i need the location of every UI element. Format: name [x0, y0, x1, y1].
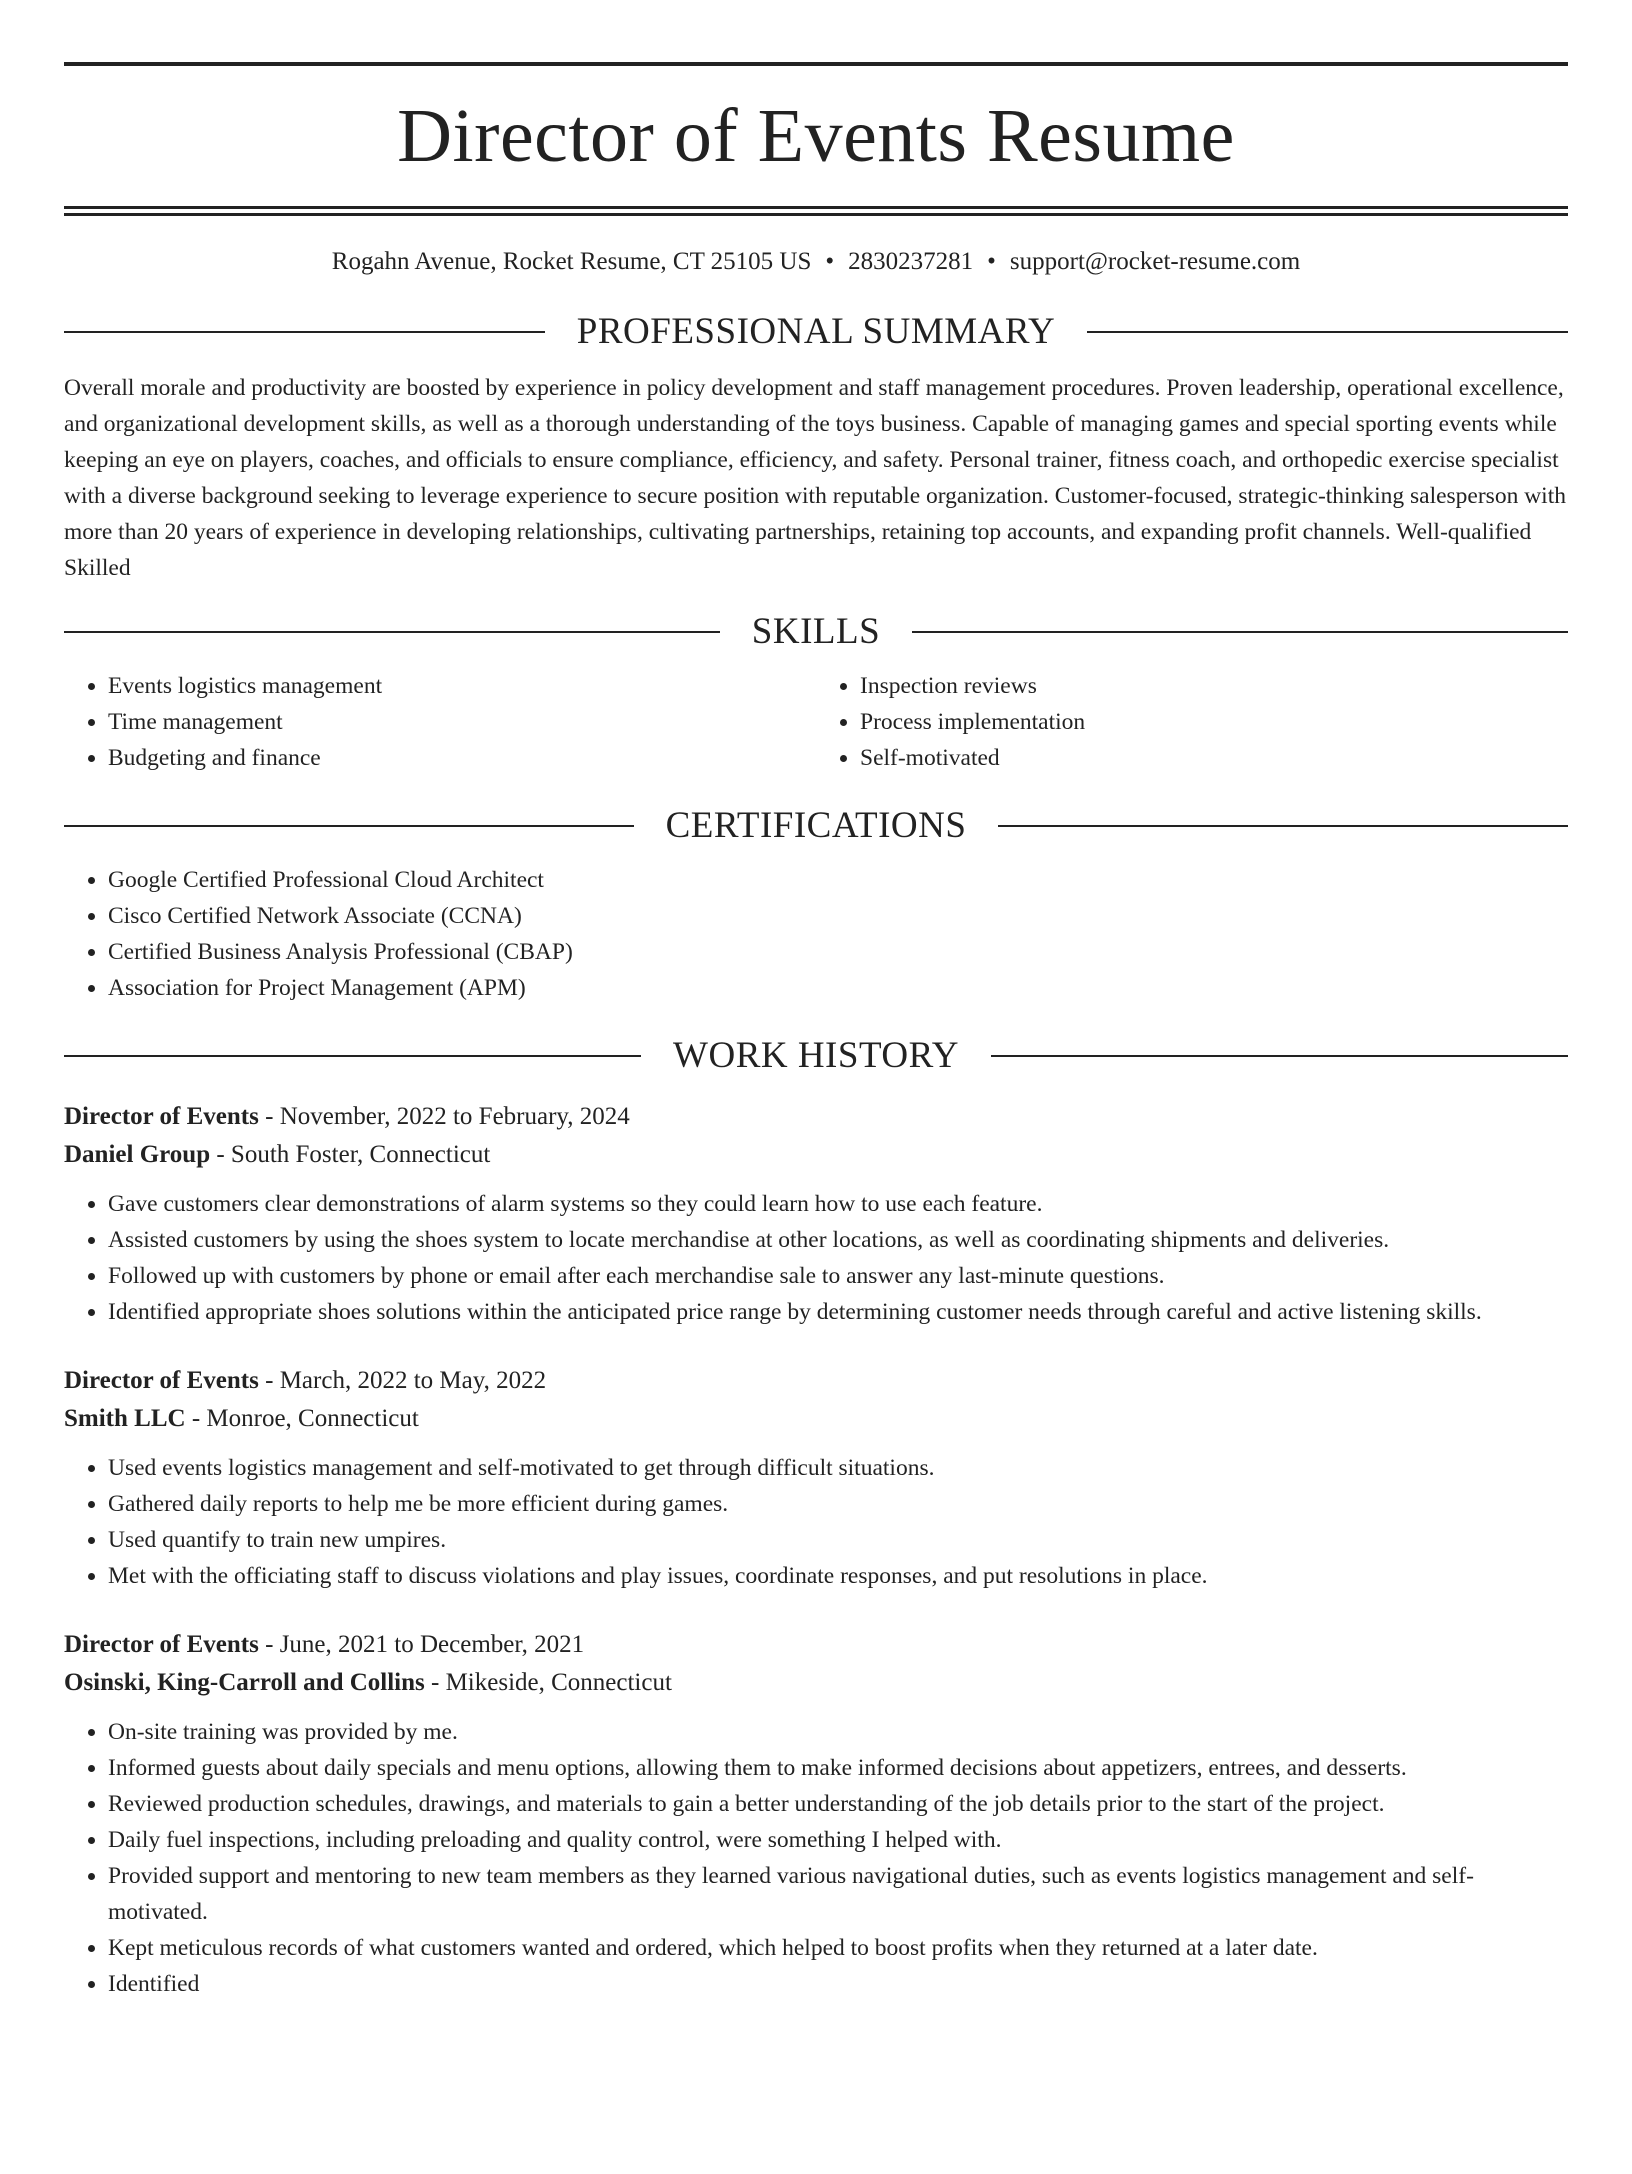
job-company: Daniel Group: [64, 1141, 211, 1168]
job-bullet: • Assisted customers by using the shoes system to locate merchandise at other locations, as well as coordinating shipments and deliveries.: [108, 1222, 1568, 1258]
job-bullet: • Kept meticulous records of what customers wanted and ordered, which helped to boost profits when they returned at a later date.: [108, 1930, 1568, 1966]
job-title: Director of Events: [64, 1631, 259, 1658]
certification-item: • Google Certified Professional Cloud Architect: [108, 862, 1568, 898]
job-title-line: [64, 1098, 1568, 1136]
contact-email: support@rocket-resume.com: [1009, 248, 1301, 275]
skill-item: • Process implementation: [860, 704, 1568, 740]
certification-item: • Association for Project Management (APM): [108, 970, 1568, 1006]
section-rule: [64, 825, 634, 827]
job-bullet: • Met with the officiating staff to discuss violations and play issues, coordinate responses, and put resolutions in place.: [108, 1558, 1568, 1594]
job-bullet: • Daily fuel inspections, including preloading and quality control, were something I helped with.: [108, 1822, 1568, 1858]
skill-item: • Budgeting and finance: [108, 740, 816, 776]
section-rule: [912, 631, 1568, 633]
job-title: Director of Events: [64, 1103, 259, 1130]
job-location: - South Foster, Connecticut: [210, 1141, 491, 1168]
section-rule: [1087, 331, 1568, 333]
job-bullet: • Identified: [108, 1966, 1568, 2002]
job-company: Smith LLC: [64, 1405, 186, 1432]
contact-phone: 2830237281: [848, 248, 974, 275]
job-dates: - June, 2021 to December, 2021: [258, 1631, 585, 1658]
job-company: Osinski, King-Carroll and Collins: [64, 1669, 425, 1696]
job-company-line: [64, 1136, 1568, 1174]
job-bullets: [64, 1714, 1568, 2002]
skill-item: • Inspection reviews: [860, 668, 1568, 704]
job-location: - Monroe, Connecticut: [185, 1405, 419, 1432]
job-bullet: • On-site training was provided by me.: [108, 1714, 1568, 1750]
job-bullets: [64, 1450, 1568, 1594]
section-rule: [64, 1055, 641, 1057]
contact-line: [64, 246, 1568, 278]
job-bullet: • Informed guests about daily specials and menu options, allowing them to make informed decisions about appetizers, entrees, and desserts.: [108, 1750, 1568, 1786]
section-title-certifications: CERTIFICATIONS: [665, 805, 967, 846]
job-entry: [64, 1098, 1568, 1330]
contact-separator: •: [825, 248, 835, 275]
job-bullet: • Provided support and mentoring to new team members as they learned various navigational duties, such as events logistics management and self-motivated.: [108, 1858, 1568, 1930]
section-header-skills: [64, 608, 1568, 656]
section-rule: [991, 1055, 1568, 1057]
job-title-line: [64, 1626, 1568, 1664]
job-bullet: • Gave customers clear demonstrations of alarm systems so they could learn how to use each feature.: [108, 1186, 1568, 1222]
summary-text: Overall morale and productivity are boosted by experience in policy development and staff management procedures. Proven leadership, operational excellence, and organizational development skills, as well as a thorough understanding of the toys business. Capable of managing games and special sporting events while keeping an eye on players, coaches, and officials to ensure compliance, efficiency, and safety. Personal trainer, fitness coach, and orthopedic exercise specialist with a diverse background seeking to leverage experience to secure position with reputable organization. Customer-focused, strategic-thinking salesperson with more than 20 years of experience in developing relationships, cultivating partnerships, retaining top accounts, and expanding profit channels. Well-qualified Skilled: [64, 375, 1566, 581]
job-dates: - March, 2022 to May, 2022: [258, 1367, 547, 1394]
section-rule: [64, 331, 545, 333]
contact-separator: •: [987, 248, 996, 275]
contact-address: Rogahn Avenue, Rocket Resume, CT 25105 US: [331, 248, 812, 275]
job-bullet: • Followed up with customers by phone or email after each merchandise sale to answer any last-minute questions.: [108, 1258, 1568, 1294]
job-company-line: [64, 1400, 1568, 1438]
skill-item: • Self-motivated: [860, 740, 1568, 776]
job-bullet: • Used quantify to train new umpires.: [108, 1522, 1568, 1558]
skills-column-right: [816, 668, 1568, 776]
certification-item: • Certified Business Analysis Professional (CBAP): [108, 934, 1568, 970]
job-entry: [64, 1362, 1568, 1594]
section-header-summary: [64, 308, 1568, 356]
job-dates: - November, 2022 to February, 2024: [258, 1103, 630, 1130]
section-title-skills: SKILLS: [751, 611, 881, 652]
job-bullet: • Reviewed production schedules, drawings, and materials to gain a better understanding of the job details prior to the start of the project.: [108, 1786, 1568, 1822]
job-company-line: [64, 1664, 1568, 1702]
skill-item: • Time management: [108, 704, 816, 740]
certifications-list: [64, 862, 1568, 1006]
top-rule: [64, 62, 1568, 66]
job-bullet: • Identified appropriate shoes solutions within the anticipated price range by determining customer needs through careful and active listening skills.: [108, 1294, 1568, 1330]
title-double-rule: [64, 206, 1568, 216]
job-location: - Mikeside, Connecticut: [424, 1669, 672, 1696]
page-title: Director of Events Resume: [397, 94, 1235, 178]
skills-column-left: [64, 668, 816, 776]
section-rule: [64, 631, 720, 633]
skill-item: • Events logistics management: [108, 668, 816, 704]
job-title: Director of Events: [64, 1367, 259, 1394]
job-entry: [64, 1626, 1568, 2002]
certification-item: • Cisco Certified Network Associate (CCNA): [108, 898, 1568, 934]
section-title-work-history: WORK HISTORY: [673, 1035, 959, 1076]
section-title-summary: PROFESSIONAL SUMMARY: [576, 311, 1056, 352]
section-header-work-history: [64, 1032, 1568, 1080]
job-bullets: [64, 1186, 1568, 1330]
job-bullet: • Used events logistics management and self-motivated to get through difficult situations.: [108, 1450, 1568, 1486]
job-title-line: [64, 1362, 1568, 1400]
skills-list: [64, 668, 1568, 776]
job-bullet: • Gathered daily reports to help me be more efficient during games.: [108, 1486, 1568, 1522]
section-rule: [998, 825, 1568, 827]
resume-page: [0, 62, 1632, 2174]
section-header-certifications: [64, 802, 1568, 850]
